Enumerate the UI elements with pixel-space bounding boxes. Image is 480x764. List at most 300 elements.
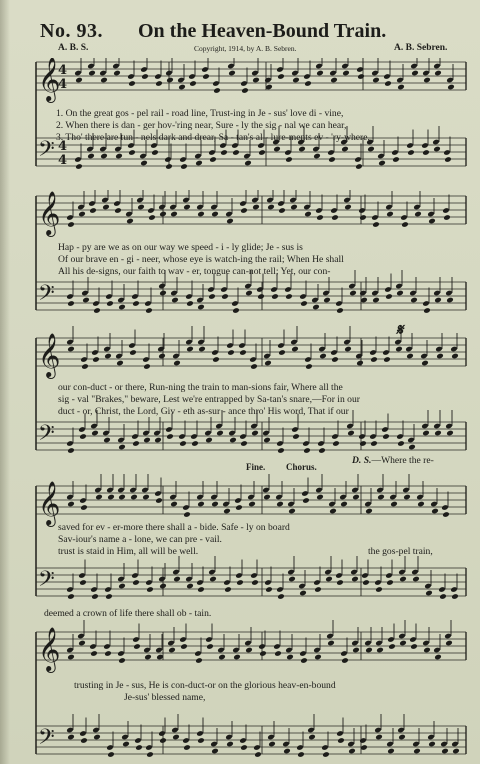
note-head: [375, 586, 383, 593]
binding-shadow: [0, 0, 10, 764]
note-head: [265, 586, 273, 593]
note-head: [278, 349, 286, 356]
note-head: [104, 650, 112, 657]
note-head: [158, 353, 166, 360]
note-head: [434, 654, 442, 661]
note-head: [304, 211, 312, 218]
note-head: [277, 73, 285, 80]
note-head: [258, 149, 266, 156]
chorus-marking: Chorus.: [286, 462, 317, 472]
note-head: [172, 734, 180, 741]
note-head: [252, 204, 260, 211]
note-head: [166, 433, 174, 440]
note-head: [329, 508, 337, 515]
note-head: [397, 440, 405, 447]
note-head: [292, 77, 300, 84]
note-head: [447, 84, 455, 91]
note-head: [241, 87, 249, 94]
note-head: [359, 440, 367, 447]
note-head: [232, 149, 240, 156]
music-system-3: [34, 322, 468, 466]
note-head: [80, 737, 88, 744]
note-head: [431, 508, 439, 515]
note-head: [75, 77, 83, 84]
note-head: [263, 494, 271, 501]
note-head: [331, 214, 339, 221]
music-system-2: [34, 190, 468, 326]
note-head: [211, 501, 219, 508]
note-head: [220, 149, 228, 156]
note-head: [209, 156, 217, 163]
treble-clef-icon: 𝄞: [38, 481, 61, 525]
note-head: [273, 146, 281, 153]
note-head: [91, 593, 99, 600]
bass-staff: [36, 714, 466, 758]
note-head: [245, 290, 253, 297]
note-head: [336, 307, 344, 314]
note-head: [375, 734, 383, 741]
note-head: [297, 751, 305, 758]
note-head: [362, 579, 370, 586]
note-head: [434, 297, 442, 304]
note-head: [382, 433, 390, 440]
note-head: [67, 501, 75, 508]
note-head: [251, 430, 259, 437]
bass-clef-icon: 𝄢: [38, 137, 55, 167]
treble-clef-icon: 𝄞: [38, 627, 61, 671]
note-head: [406, 353, 414, 360]
note-head: [305, 363, 313, 370]
note-head: [408, 444, 416, 451]
lyric-verse-1: Hap - py are we as on our way we speed - i - ly glide; Je - sus is: [58, 242, 303, 253]
note-head: [348, 748, 356, 755]
note-head: [170, 501, 178, 508]
note-head: [118, 494, 126, 501]
note-head: [79, 433, 87, 440]
note-head: [229, 437, 237, 444]
note-head: [446, 430, 454, 437]
copyright-notice: Copyright, 1914, by A. B. Sebren.: [194, 44, 297, 53]
note-head: [240, 440, 248, 447]
note-head: [313, 153, 321, 160]
note-head: [232, 307, 240, 314]
note-head: [133, 643, 141, 650]
bass-clef-icon: 𝄢: [38, 725, 55, 755]
note-head: [128, 149, 136, 156]
note-head: [67, 346, 75, 353]
note-head: [155, 497, 163, 504]
note-head: [398, 734, 406, 741]
note-head: [386, 211, 394, 218]
note-head: [357, 73, 365, 80]
note-head: [186, 346, 194, 353]
lyric-verse-3: 3. Tho' there are tun - nels dark and drear, Sa - tan's al - lure-ments ev - 'ry-where,: [56, 132, 370, 143]
note-head: [396, 290, 404, 297]
note-head: [352, 494, 360, 501]
note-head: [410, 643, 418, 650]
lyric-verse-3: trust is staid in Him, all will be well.: [58, 546, 199, 557]
note-head: [135, 744, 143, 751]
note-head: [197, 737, 205, 744]
note-head: [283, 748, 291, 755]
note-head: [446, 297, 454, 304]
note-head: [399, 640, 407, 647]
music-system-1: [34, 58, 468, 188]
note-head: [221, 293, 229, 300]
note-head: [78, 640, 86, 647]
lyricist-initials: A. B. S.: [58, 43, 89, 53]
note-head: [434, 70, 442, 77]
note-head: [355, 163, 363, 170]
note-head: [168, 647, 176, 654]
note-head: [118, 657, 126, 664]
bass-clef-icon: 𝄢: [38, 421, 55, 451]
treble-staff: [36, 58, 466, 103]
lyric-alto: Je-sus' blessed name,: [124, 692, 206, 703]
note-head: [78, 211, 86, 218]
note-head: [208, 293, 216, 300]
note-head: [107, 494, 115, 501]
note-head: [367, 146, 375, 153]
note-head: [298, 146, 306, 153]
note-head: [267, 204, 275, 211]
note-head: [442, 511, 450, 518]
note-head: [328, 156, 336, 163]
note-head: [300, 657, 308, 664]
note-head: [318, 447, 326, 454]
note-head: [183, 744, 191, 751]
note-head: [278, 207, 286, 214]
note-head: [92, 356, 100, 363]
hymn-title: On the Heaven-Bound Train.: [138, 20, 387, 42]
note-head: [312, 304, 320, 311]
note-head: [316, 70, 324, 77]
note-head: [159, 737, 167, 744]
time-signature: 4: [58, 63, 68, 78]
note-head: [274, 650, 282, 657]
note-head: [186, 300, 194, 307]
note-head: [146, 751, 154, 758]
note-head: [276, 501, 284, 508]
note-head: [213, 87, 221, 94]
music-system-5: [34, 620, 468, 764]
note-head: [423, 647, 431, 654]
note-head: [75, 163, 83, 170]
note-head: [259, 650, 267, 657]
note-head: [239, 349, 247, 356]
note-head: [288, 508, 296, 515]
note-head: [240, 207, 248, 214]
note-head: [148, 214, 156, 221]
note-head: [178, 84, 186, 91]
note-head: [103, 437, 111, 444]
note-head: [316, 214, 324, 221]
lyric-verse-1: our con-duct - or there, Run-ning the train to man-sions fair, Where all the: [58, 382, 343, 393]
note-head: [100, 153, 108, 160]
note-head: [271, 293, 279, 300]
note-head: [171, 297, 179, 304]
note-head: [451, 593, 459, 600]
note-head: [67, 593, 75, 600]
note-head: [114, 207, 122, 214]
note-head: [290, 204, 298, 211]
note-head: [423, 77, 431, 84]
note-head: [132, 440, 140, 447]
note-head: [288, 576, 296, 583]
note-head: [299, 590, 307, 597]
note-head: [216, 430, 224, 437]
note-head: [154, 437, 162, 444]
note-head: [118, 444, 126, 451]
note-head: [165, 163, 173, 170]
note-head: [211, 211, 219, 218]
note-head: [421, 360, 429, 367]
note-head: [197, 586, 205, 593]
note-head: [314, 654, 322, 661]
note-head: [132, 300, 140, 307]
note-head: [327, 640, 335, 647]
note-head: [235, 504, 243, 511]
note-head: [383, 356, 391, 363]
note-head: [224, 586, 232, 593]
bass-lyric: deemed a crown of life there shall ob - tain.: [44, 608, 212, 619]
bass-staff: [36, 556, 466, 600]
note-head: [352, 647, 360, 654]
lyric-verse-1: 1. On the great gos - pel rail - road line, Trust-ing in Je - sus' love di - vine,: [56, 108, 344, 119]
note-head: [240, 744, 248, 751]
note-head: [263, 437, 271, 444]
note-head: [451, 353, 459, 360]
note-head: [414, 211, 422, 218]
note-head: [205, 437, 213, 444]
note-head: [344, 346, 352, 353]
staff-notation: [34, 620, 468, 764]
note-head: [206, 643, 214, 650]
time-signature: 4: [58, 77, 68, 92]
note-head: [67, 221, 75, 228]
note-head: [319, 353, 327, 360]
note-head: [244, 160, 252, 167]
note-head: [303, 447, 311, 454]
treble-staff: [36, 190, 466, 237]
bass-clef-icon: 𝄢: [38, 281, 55, 311]
note-head: [443, 214, 451, 221]
note-head: [376, 647, 384, 654]
note-head: [202, 73, 210, 80]
note-head: [347, 430, 355, 437]
note-head: [173, 576, 181, 583]
note-head: [413, 748, 421, 755]
note-head: [300, 300, 308, 307]
note-head: [417, 501, 425, 508]
lyric-verse-2: sig - val "Brakes," beware, Lest we're entrapped by Sa-tan's snare,—For in our: [58, 394, 360, 405]
lyric-verse-2: 2. When there is dan - ger hov-'ring near, Sure - ly the sig - nal we can hear,: [56, 120, 347, 131]
note-head: [434, 430, 442, 437]
note-head: [332, 440, 340, 447]
note-head: [228, 70, 236, 77]
note-head: [411, 70, 419, 77]
note-head: [106, 300, 114, 307]
note-head: [344, 204, 352, 211]
note-head: [104, 353, 112, 360]
note-head: [159, 583, 167, 590]
treble-clef-icon: 𝄞: [38, 191, 61, 235]
bass-clef-icon: 𝄢: [38, 567, 55, 597]
note-head: [227, 349, 235, 356]
note-head: [95, 494, 103, 501]
ds-lyric: —Where the re-: [371, 455, 434, 466]
note-head: [166, 77, 174, 84]
note-head: [118, 583, 126, 590]
note-head: [341, 146, 349, 153]
note-head: [223, 508, 231, 515]
note-head: [308, 734, 316, 741]
note-head: [137, 204, 145, 211]
note-head: [378, 160, 386, 167]
note-head: [130, 494, 138, 501]
note-head: [372, 77, 380, 84]
note-head: [142, 494, 150, 501]
note-head: [81, 363, 89, 370]
note-head: [285, 156, 293, 163]
note-head: [159, 211, 167, 218]
note-head: [179, 440, 187, 447]
dal-segno-marking: [352, 455, 434, 466]
note-head: [341, 657, 349, 664]
note-head: [445, 640, 453, 647]
composer-name: A. B. Sebren.: [394, 43, 448, 53]
note-head: [428, 741, 436, 748]
lyric-verse-2: Sav-iour's name a - lone, we can pre - vail.: [58, 534, 222, 545]
note-head: [387, 748, 395, 755]
note-head: [372, 221, 380, 228]
note-head: [198, 346, 206, 353]
treble-clef-icon: 𝄞: [38, 333, 61, 377]
note-head: [412, 576, 420, 583]
note-head: [151, 149, 159, 156]
note-head: [365, 508, 373, 515]
note-head: [422, 149, 430, 156]
note-head: [452, 748, 460, 755]
hymn-header: [40, 20, 470, 60]
music-system-4: [34, 462, 468, 619]
note-head: [115, 153, 123, 160]
note-head: [236, 579, 244, 586]
note-head: [248, 501, 256, 508]
note-head: [425, 590, 433, 597]
note-head: [189, 80, 197, 87]
time-signature: 4: [58, 139, 68, 154]
note-head: [180, 163, 188, 170]
note-head: [170, 211, 178, 218]
note-head: [268, 741, 276, 748]
note-head: [304, 80, 312, 87]
note-head: [90, 650, 98, 657]
lyric-verse-3: All his de-signs, our faith to wav - er, tongue can-not tell; Yet, our con-: [58, 266, 331, 277]
note-head: [441, 748, 449, 755]
lyric-verse-2: Of our brave en - gi - neer, whose eye is watch-ing the rail; When He shall: [58, 254, 344, 265]
note-head: [93, 307, 101, 314]
note-head: [403, 494, 411, 501]
note-head: [107, 751, 115, 758]
note-head: [250, 363, 258, 370]
note-head: [67, 734, 75, 741]
note-head: [251, 579, 259, 586]
note-head: [422, 430, 430, 437]
note-head: [331, 356, 339, 363]
note-head: [105, 593, 113, 600]
note-head: [226, 741, 234, 748]
note-head: [197, 211, 205, 218]
lyric-verse-1: trusting in Je - sus, He is con-duct-or on the glorious heav-en-bound: [74, 680, 336, 691]
note-head: [384, 80, 392, 87]
note-head: [122, 741, 130, 748]
note-head: [390, 501, 398, 508]
note-head: [291, 346, 299, 353]
note-head: [183, 204, 191, 211]
note-head: [395, 346, 403, 353]
note-head: [286, 654, 294, 661]
note-head: [226, 218, 234, 225]
note-head: [340, 501, 348, 508]
note-head: [423, 307, 431, 314]
note-head: [132, 579, 140, 586]
note-head: [314, 586, 322, 593]
note-head: [407, 149, 415, 156]
time-signature: 4: [58, 153, 68, 168]
note-head: [302, 497, 310, 504]
note-head: [316, 494, 324, 501]
note-head: [116, 360, 124, 367]
note-head: [129, 349, 137, 356]
note-head: [209, 576, 217, 583]
note-head: [377, 494, 385, 501]
note-head: [67, 654, 75, 661]
note-head: [141, 73, 149, 80]
note-head: [126, 218, 134, 225]
note-head: [180, 643, 188, 650]
note-head: [349, 290, 357, 297]
chorus-lyric-right: the gos-pel train,: [368, 546, 433, 557]
note-head: [359, 214, 367, 221]
hymn-number: No. 93.: [40, 20, 103, 42]
note-head: [277, 447, 285, 454]
note-head: [195, 657, 203, 664]
note-head: [370, 356, 378, 363]
note-head: [212, 356, 220, 363]
note-head: [428, 218, 436, 225]
note-head: [87, 153, 95, 160]
note-head: [254, 751, 262, 758]
segno-sign: 𝄋: [396, 322, 403, 339]
note-head: [195, 160, 203, 167]
note-head: [436, 353, 444, 360]
note-head: [285, 293, 293, 300]
note-head: [67, 300, 75, 307]
note-head: [388, 643, 396, 650]
note-head: [91, 430, 99, 437]
note-head: [292, 433, 300, 440]
note-head: [439, 593, 447, 600]
note-head: [89, 207, 97, 214]
note-head: [82, 297, 90, 304]
note-head: [356, 360, 364, 367]
note-head: [144, 654, 152, 661]
note-head: [197, 304, 205, 311]
note-head: [365, 647, 373, 654]
note-head: [80, 504, 88, 511]
note-head: [67, 447, 75, 454]
